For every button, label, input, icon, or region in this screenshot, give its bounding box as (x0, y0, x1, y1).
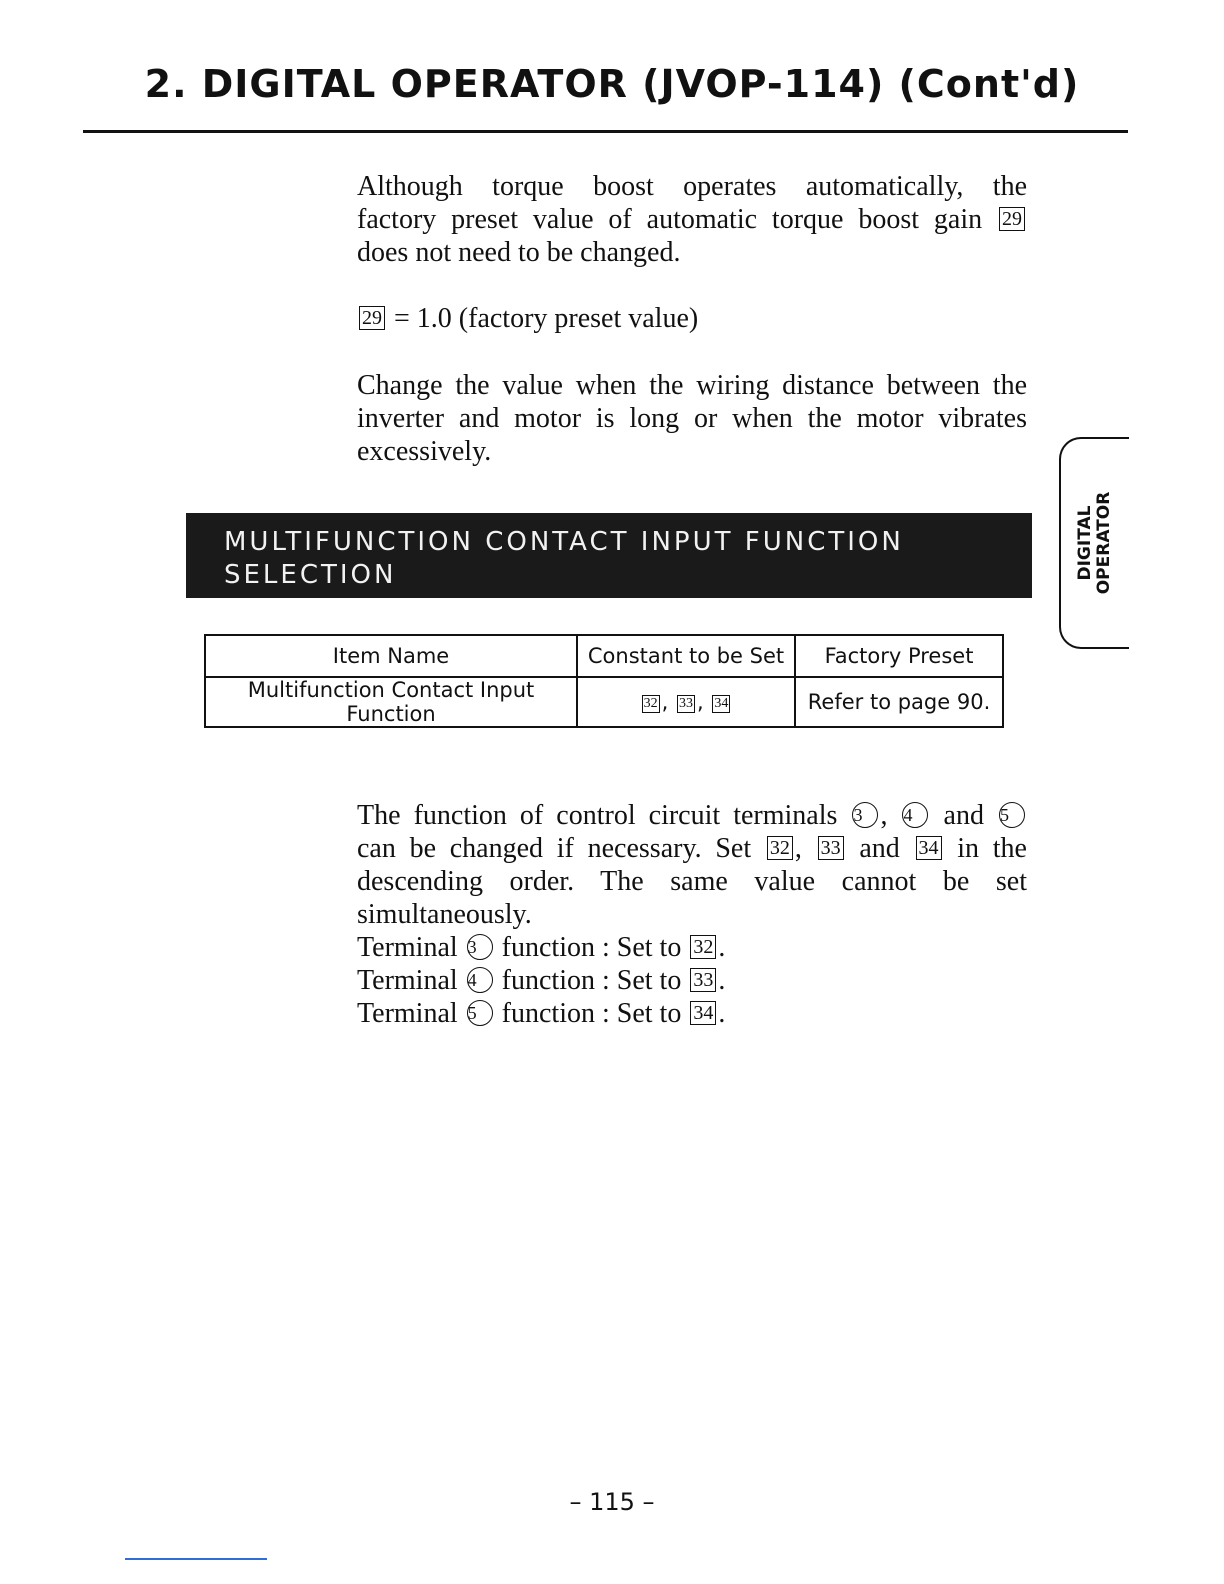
body-text: , (794, 833, 816, 864)
constant-separator: , (661, 690, 676, 714)
table-header-cell: Factory Preset (795, 635, 1003, 677)
intro-line-with-box (357, 203, 1027, 236)
terminal-line (357, 931, 1027, 964)
title-rule (83, 130, 1128, 133)
body-line (357, 799, 1027, 832)
intro-line: excessively. (357, 436, 492, 467)
section-banner-line-1: MULTIFUNCTION CONTACT INPUT FUNCTION (224, 527, 904, 557)
table-cell-constants (577, 677, 795, 727)
body-text: and (845, 833, 914, 864)
body-text: in the (943, 833, 1027, 864)
constant-box: 29 (359, 306, 385, 330)
table-header-cell: Constant to be Set (577, 635, 795, 677)
intro-paragraph-2 (357, 369, 1027, 468)
formula-text: = 1.0 (factory preset value) (387, 303, 699, 334)
body-line: descending order. The same value cannot be set (357, 866, 1027, 897)
table-cell-item: Multifunction Contact Input Function (205, 677, 577, 727)
terminal-number: 3 (467, 934, 493, 960)
body-text: Terminal (357, 998, 465, 1029)
intro-line-text: factory preset value of automatic torque boost gain (357, 204, 983, 235)
intro-line: Change the value when the wiring distance between the (357, 370, 1027, 401)
terminal-number: 5 (999, 802, 1025, 828)
intro-line: inverter and motor is long or when the motor vibrates (357, 403, 1027, 434)
terminal-number: 4 (902, 802, 928, 828)
side-tab-line-2: OPERATOR (1094, 491, 1114, 595)
page-title: 2. DIGITAL OPERATOR (JVOP-114) (Cont'd) (144, 62, 1080, 106)
table-header-cell: Item Name (205, 635, 577, 677)
corner-line (125, 1558, 267, 1560)
body-text: , (880, 800, 901, 831)
side-tab-label (1076, 492, 1114, 595)
terminal-number: 4 (467, 967, 493, 993)
body-text: can be changed if necessary. Set (357, 833, 765, 864)
side-tab-line-1: DIGITAL (1075, 505, 1095, 581)
terminal-number: 3 (852, 802, 878, 828)
constant-box: 34 (916, 836, 942, 860)
body-text: function : Set to (494, 998, 689, 1029)
body-text: function : Set to (494, 932, 689, 963)
constant-box: 32 (767, 836, 793, 860)
page-number: – 115 – (569, 1488, 655, 1516)
body-line (357, 832, 1027, 865)
constant-box: 33 (690, 968, 716, 992)
table-row (205, 677, 1003, 727)
body-paragraph (357, 799, 1027, 1030)
constant-table (204, 634, 1004, 728)
constant-box: 34 (714, 696, 729, 711)
section-banner (186, 513, 1032, 598)
constant-box: 33 (679, 696, 694, 711)
formula-line (357, 302, 1027, 335)
constant-box: 32 (690, 935, 716, 959)
body-text: Terminal (357, 932, 465, 963)
table-cell-preset: Refer to page 90. (795, 677, 1003, 727)
constant-box: 33 (818, 836, 844, 860)
body-line: simultaneously. (357, 899, 532, 930)
terminal-number: 5 (467, 1000, 493, 1026)
terminal-line (357, 997, 1027, 1030)
body-text: and (930, 800, 997, 831)
side-tab (1059, 437, 1129, 649)
body-text: Terminal (357, 965, 465, 996)
constant-box: 32 (643, 696, 658, 711)
body-text: The function of control circuit terminals (357, 800, 851, 831)
terminal-line (357, 964, 1027, 997)
constant-box: 34 (690, 1001, 716, 1025)
intro-paragraph-1 (357, 170, 1027, 269)
body-text: . (718, 965, 726, 996)
body-text: function : Set to (494, 965, 689, 996)
constant-box: 29 (999, 207, 1025, 231)
body-text: . (718, 998, 726, 1029)
intro-line: does not need to be changed. (357, 237, 681, 268)
table-header-row (205, 635, 1003, 677)
section-banner-line-2: SELECTION (224, 560, 397, 590)
constant-separator: , (697, 690, 711, 714)
body-text: . (718, 932, 726, 963)
intro-line: Although torque boost operates automatically, the (357, 171, 1027, 202)
